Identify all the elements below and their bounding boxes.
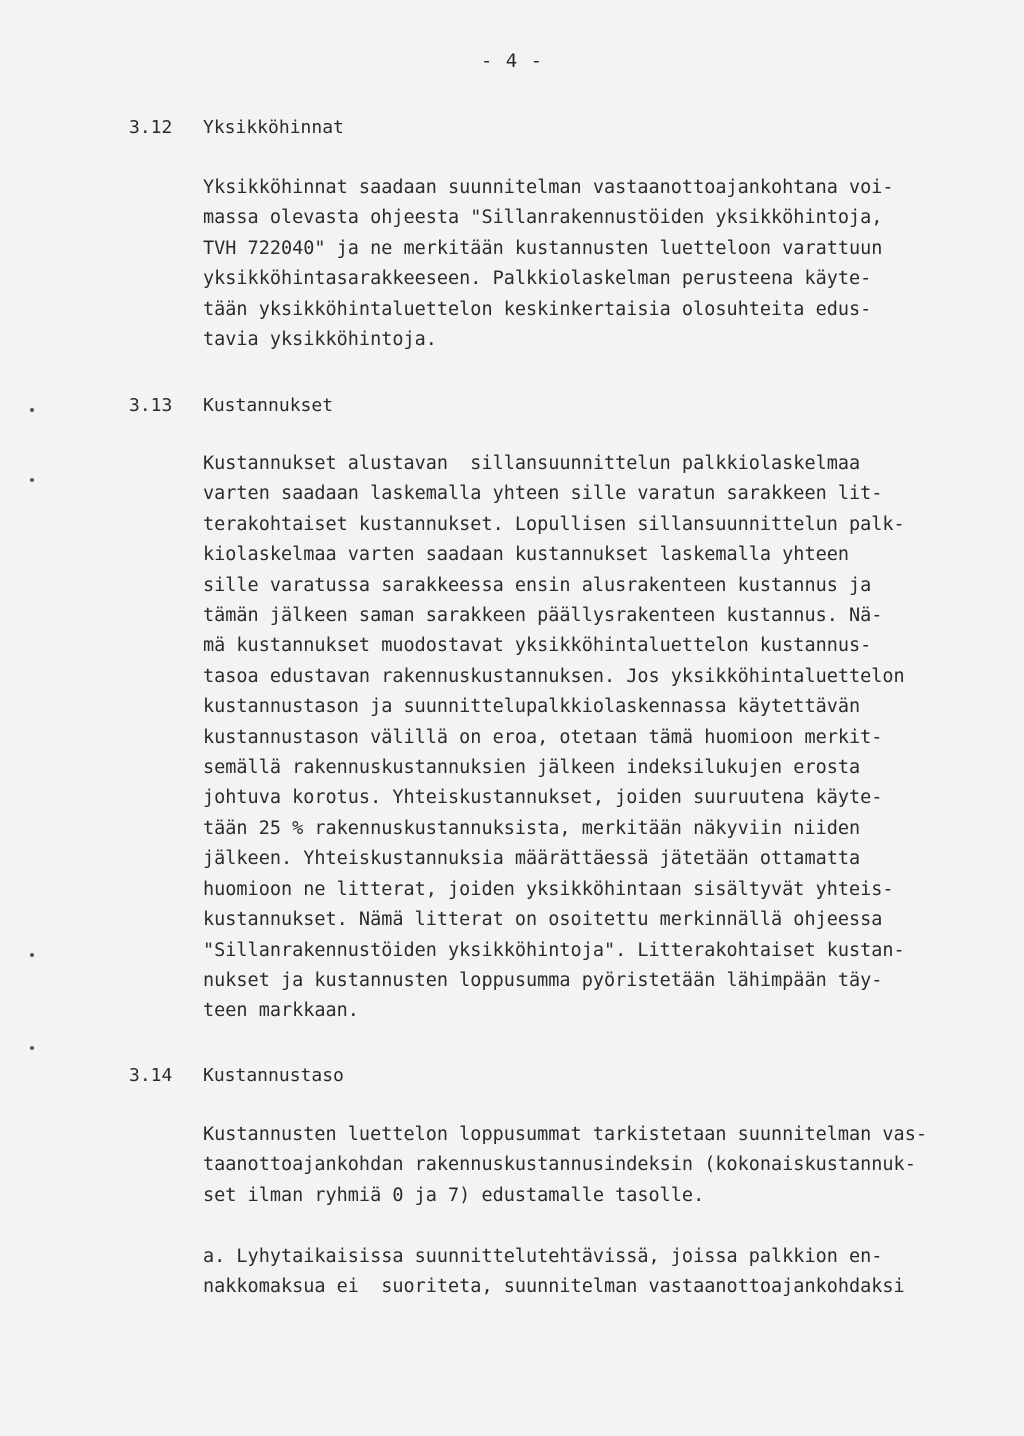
section-title: Kustannustaso <box>203 1065 344 1086</box>
scan-dot <box>30 1046 34 1050</box>
section-number: 3.13 <box>129 395 173 416</box>
text-line: TVH 722040" ja ne merkitään kustannusten luetteloon varattuun <box>203 237 883 259</box>
text-line: teen markkaan. <box>203 1000 359 1022</box>
text-line: kustannustason välillä on eroa, otetaan tämä huomioon merkit- <box>203 726 883 748</box>
scan-dot <box>30 478 34 482</box>
text-line: kustannukset. Nämä litterat on osoitettu merkinnällä ohjeessa <box>203 909 883 931</box>
text-line: massa olevasta ohjeesta "Sillanrakennustöiden yksikköhintoja, <box>203 207 883 229</box>
section-title: Yksikköhinnat <box>203 117 344 138</box>
paragraph <box>203 1242 905 1303</box>
section-title: Kustannukset <box>203 395 334 416</box>
text-line: nakkomaksua ei suoriteta, suunnitelman vastaanottoajankohdaksi <box>203 1276 905 1298</box>
section-number: 3.14 <box>129 1065 173 1086</box>
text-line: tasoa edustavan rakennuskustannuksen. Jos yksikköhintaluettelon <box>203 665 905 687</box>
scan-dot <box>30 953 34 957</box>
paragraph <box>203 449 905 1027</box>
text-line: "Sillanrakennustöiden yksikköhintoja". Litterakohtaiset kustan- <box>203 939 905 961</box>
text-line: mä kustannukset muodostavat yksikköhintaluettelon kustannus- <box>203 635 872 657</box>
text-line: kiolaskelmaa varten saadaan kustannukset laskemalla yhteen <box>203 544 850 566</box>
text-line: taanottoajankohdan rakennuskustannusindeksin (kokonaiskustannuk- <box>203 1154 916 1176</box>
page-number: - 4 - <box>480 50 544 72</box>
text-line: jälkeen. Yhteiskustannuksia määrättäessä jätetään ottamatta <box>203 848 861 870</box>
text-line: Kustannukset alustavan sillansuunnittelun palkkiolaskelmaa <box>203 453 861 474</box>
text-line: yksikköhintasarakkeeseen. Palkkiolaskelman perusteena käyte- <box>203 268 872 290</box>
scan-dot <box>30 408 34 412</box>
text-line: varten saadaan laskemalla yhteen sille varatun sarakkeen lit- <box>203 483 883 505</box>
text-line: huomioon ne litterat, joiden yksikköhintaan sisältyvät yhteis- <box>203 878 894 900</box>
text-line: nukset ja kustannusten loppusumma pyöristetään lähimpään täy- <box>203 969 883 991</box>
text-line: kustannustason ja suunnittelupalkkiolaskennassa käytettävän <box>203 696 861 718</box>
text-line: tämän jälkeen saman sarakkeen päällysrakenteen kustannus. Nä- <box>203 605 883 627</box>
text-line: Yksikköhinnat saadaan suunnitelman vastaanottoajankohtana voi- <box>203 177 894 198</box>
text-line: Kustannusten luettelon loppusummat tarkistetaan suunnitelman vas- <box>203 1124 927 1145</box>
text-line: tään 25 % rakennuskustannuksista, merkitään näkyviin niiden <box>203 817 861 839</box>
text-line: terakohtaiset kustannukset. Lopullisen sillansuunnittelun palk- <box>203 513 905 535</box>
paragraph <box>203 1120 927 1211</box>
text-line: tavia yksikköhintoja. <box>203 329 437 351</box>
text-line: johtuva korotus. Yhteiskustannukset, joiden suuruutena käyte- <box>203 787 883 809</box>
text-line: tään yksikköhintaluettelon keskinkertaisia olosuhteita edus- <box>203 298 872 320</box>
section-number: 3.12 <box>129 117 173 138</box>
text-line: semällä rakennuskustannuksien jälkeen indeksilukujen erosta <box>203 757 861 779</box>
paragraph <box>203 173 894 355</box>
text-line: set ilman ryhmiä 0 ja 7) edustamalle tasolle. <box>203 1184 705 1206</box>
text-line: a. Lyhytaikaisissa suunnittelutehtävissä, joissa palkkion en- <box>203 1246 883 1267</box>
text-line: sille varatussa sarakkeessa ensin alusrakenteen kustannus ja <box>203 574 872 596</box>
